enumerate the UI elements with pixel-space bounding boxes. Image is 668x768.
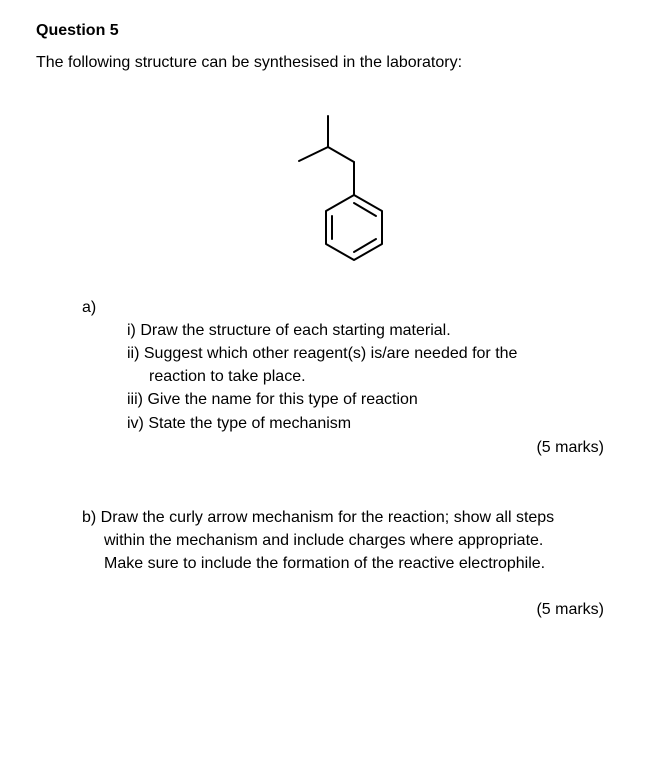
- part-b-line-1: b) Draw the curly arrow mechanism for the reaction; show all steps: [82, 509, 555, 526]
- part-a-item-ii: ii) Suggest which other reagent(s) is/are needed for the: [127, 345, 518, 362]
- benzene-ring: [326, 195, 382, 260]
- part-a-item-ii-continued: reaction to take place.: [149, 368, 306, 385]
- part-a-item-i: i) Draw the structure of each starting material.: [127, 322, 451, 339]
- part-a-label: a): [82, 299, 97, 316]
- methyl-bond-left: [299, 147, 328, 161]
- part-a-item-iv: iv) State the type of mechanism: [127, 415, 352, 432]
- question-intro: The following structure can be synthesised in the laboratory:: [36, 54, 463, 71]
- methylene-bond: [328, 147, 354, 162]
- part-b-marks: (5 marks): [536, 601, 604, 618]
- part-b-line-2: within the mechanism and include charges where appropriate.: [104, 532, 544, 549]
- question-title: Question 5: [36, 22, 119, 39]
- isobutylbenzene-structure: [290, 108, 400, 273]
- part-a-item-iii: iii) Give the name for this type of reaction: [127, 391, 418, 408]
- part-b-line-3: Make sure to include the formation of the reactive electrophile.: [104, 555, 546, 572]
- part-a-marks: (5 marks): [536, 439, 604, 456]
